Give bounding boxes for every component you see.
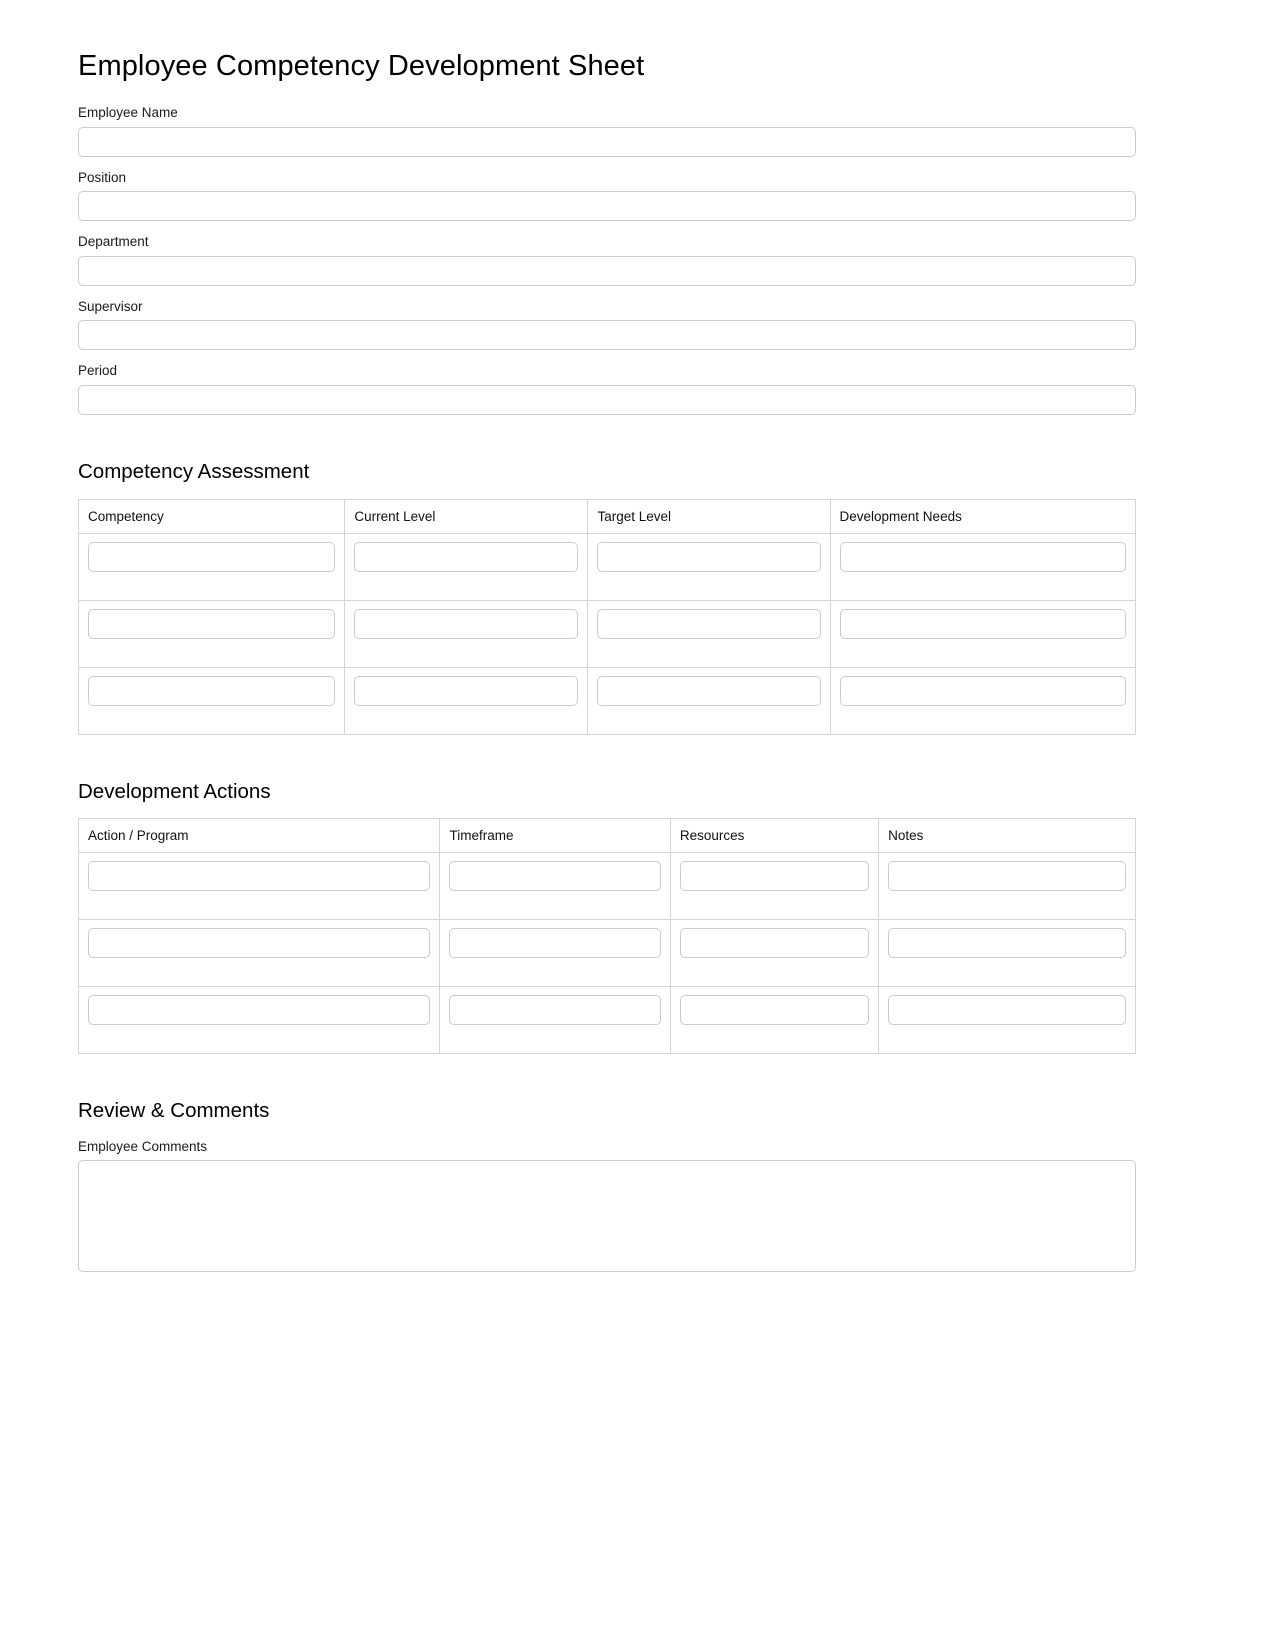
development-actions-table — [78, 818, 1136, 1054]
competency-assessment-table — [78, 499, 1136, 735]
development-needs-input-row-2[interactable] — [840, 609, 1126, 639]
cell-timeframe — [440, 987, 670, 1054]
employee-info-section — [78, 104, 1136, 415]
employee-name-input[interactable] — [78, 127, 1136, 157]
field-label-department: Department — [78, 234, 149, 250]
timeframe-input-row-3[interactable] — [449, 995, 660, 1025]
column-header-resources: Resources — [670, 819, 878, 853]
cell-current-level — [345, 533, 588, 600]
table-row — [79, 533, 1136, 600]
period-input[interactable] — [78, 385, 1136, 415]
competency-input-row-2[interactable] — [88, 609, 335, 639]
column-header-timeframe: Timeframe — [440, 819, 670, 853]
resources-input-row-3[interactable] — [680, 995, 869, 1025]
notes-input-row-3[interactable] — [888, 995, 1126, 1025]
development-needs-input-row-3[interactable] — [840, 676, 1126, 706]
field-period — [78, 362, 1136, 415]
cell-action-program — [79, 920, 440, 987]
competency-input-row-3[interactable] — [88, 676, 335, 706]
cell-action-program — [79, 853, 440, 920]
current-level-input-row-3[interactable] — [354, 676, 578, 706]
field-department — [78, 233, 1136, 286]
field-label-position: Position — [78, 169, 127, 185]
cell-timeframe — [440, 920, 670, 987]
field-supervisor — [78, 298, 1136, 351]
field-label-employee-name: Employee Name — [78, 105, 178, 121]
cell-target-level — [588, 600, 830, 667]
cell-notes — [879, 920, 1136, 987]
section-heading-competency-assessment: Competency Assessment — [78, 459, 310, 483]
timeframe-input-row-1[interactable] — [449, 861, 660, 891]
position-input[interactable] — [78, 191, 1136, 221]
cell-competency — [79, 667, 345, 734]
field-label-period: Period — [78, 363, 118, 379]
action-program-input-row-1[interactable] — [88, 861, 430, 891]
table-row — [79, 920, 1136, 987]
column-header-current-level: Current Level — [345, 499, 588, 533]
action-program-input-row-3[interactable] — [88, 995, 430, 1025]
cell-target-level — [588, 667, 830, 734]
current-level-input-row-2[interactable] — [354, 609, 578, 639]
table-header-row — [79, 499, 1136, 533]
cell-current-level — [345, 600, 588, 667]
cell-competency — [79, 600, 345, 667]
cell-resources — [670, 920, 878, 987]
cell-timeframe — [440, 853, 670, 920]
resources-input-row-2[interactable] — [680, 928, 869, 958]
cell-development-needs — [830, 533, 1135, 600]
field-position — [78, 169, 1136, 222]
cell-notes — [879, 987, 1136, 1054]
department-input[interactable] — [78, 256, 1136, 286]
column-header-competency: Competency — [79, 499, 345, 533]
employee-comments-textarea[interactable] — [78, 1160, 1136, 1272]
action-program-input-row-2[interactable] — [88, 928, 430, 958]
column-header-development-needs: Development Needs — [830, 499, 1135, 533]
cell-current-level — [345, 667, 588, 734]
table-row — [79, 853, 1136, 920]
cell-notes — [879, 853, 1136, 920]
cell-competency — [79, 533, 345, 600]
development-needs-input-row-1[interactable] — [840, 542, 1126, 572]
column-header-action-program: Action / Program — [79, 819, 440, 853]
column-header-target-level: Target Level — [588, 499, 830, 533]
cell-development-needs — [830, 667, 1135, 734]
cell-development-needs — [830, 600, 1135, 667]
supervisor-input[interactable] — [78, 320, 1136, 350]
notes-input-row-2[interactable] — [888, 928, 1126, 958]
field-label-employee-comments: Employee Comments — [78, 1138, 208, 1154]
target-level-input-row-1[interactable] — [597, 542, 820, 572]
cell-action-program — [79, 987, 440, 1054]
table-row — [79, 987, 1136, 1054]
timeframe-input-row-2[interactable] — [449, 928, 660, 958]
cell-resources — [670, 853, 878, 920]
field-label-supervisor: Supervisor — [78, 298, 143, 314]
cell-target-level — [588, 533, 830, 600]
table-row — [79, 600, 1136, 667]
table-row — [79, 667, 1136, 734]
column-header-notes: Notes — [879, 819, 1136, 853]
field-employee-name — [78, 104, 1136, 157]
section-heading-review-comments: Review & Comments — [78, 1099, 270, 1123]
target-level-input-row-2[interactable] — [597, 609, 820, 639]
table-header-row — [79, 819, 1136, 853]
cell-resources — [670, 987, 878, 1054]
section-heading-development-actions: Development Actions — [78, 779, 271, 803]
notes-input-row-1[interactable] — [888, 861, 1126, 891]
resources-input-row-1[interactable] — [680, 861, 869, 891]
page-title: Employee Competency Development Sheet — [78, 50, 645, 82]
field-employee-comments — [78, 1138, 1136, 1273]
target-level-input-row-3[interactable] — [597, 676, 820, 706]
competency-input-row-1[interactable] — [88, 542, 335, 572]
current-level-input-row-1[interactable] — [354, 542, 578, 572]
